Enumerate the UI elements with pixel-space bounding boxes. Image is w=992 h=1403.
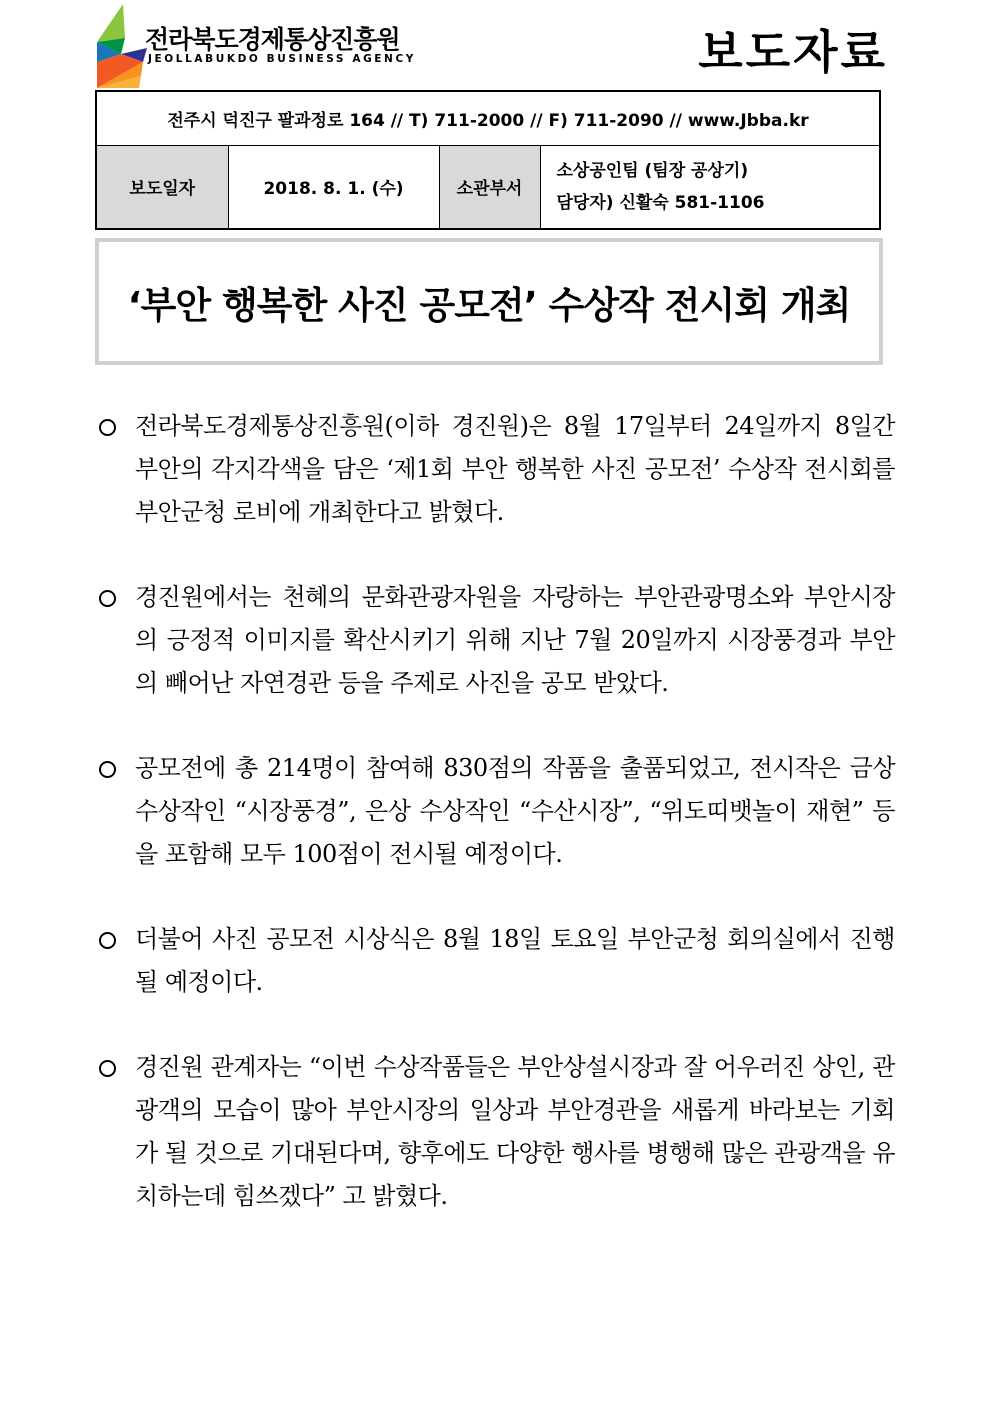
title-box bbox=[95, 238, 883, 365]
press-release-body bbox=[95, 405, 895, 1260]
circle-bullet-icon bbox=[99, 419, 116, 436]
circle-bullet-icon bbox=[99, 590, 116, 607]
department-info bbox=[540, 145, 880, 229]
paragraph-text: 공모전에 총 214명이 참여해 830점의 작품을 출품되었고, 전시작은 금상 수상작인 “시장풍경”, 은상 수상작인 “수산시장”, “위도띠뱃놀이 재현” 등을 포함해 모두 100점이 전시될 예정이다. bbox=[135, 754, 895, 868]
circle-bullet-icon bbox=[99, 932, 116, 949]
contact-info: 전주시 덕진구 팔과정로 164 // T) 711-2000 // F) 711-2090 // www.Jbba.kr bbox=[96, 91, 880, 145]
organization-name-english: JEOLLABUKDO BUSINESS AGENCY bbox=[148, 53, 416, 65]
paragraph bbox=[95, 1046, 895, 1218]
paragraph-text: 경진원 관계자는 “이번 수상작품들은 부안상설시장과 잘 어우러진 상인, 관광객의 모습이 많아 부안시장의 일상과 부안경관을 새롭게 바라보는 기회가 될 것으로 기대된다며, 향후에도 다양한 행사를 병행해 많은 관광객을 유치하는데 힘쓰겠다” 고 밝혔다. bbox=[135, 1053, 895, 1210]
organization-name: 전라북도경제통상진흥원 bbox=[145, 25, 400, 54]
paragraph bbox=[95, 576, 895, 705]
circle-bullet-icon bbox=[99, 761, 116, 778]
press-release-title: ‘부안 행복한 사진 공모전’ 수상작 전시회 개최 bbox=[127, 283, 851, 327]
press-info-table bbox=[95, 90, 881, 230]
paragraph bbox=[95, 918, 895, 1004]
paragraph-text: 더불어 사진 공모전 시상식은 8월 18일 토요일 부안군청 회의실에서 진행될 예정이다. bbox=[135, 925, 895, 996]
paragraph-text: 전라북도경제통상진흥원(이하 경진원)은 8월 17일부터 24일까지 8일간 부안의 각지각색을 담은 ‘제1회 부안 행복한 사진 공모전’ 수상작 전시회를 부안군청 로비에 개최한다고 밝혔다. bbox=[135, 412, 895, 526]
paragraph-text: 경진원에서는 천혜의 문화관광자원을 자랑하는 부안관광명소와 부안시장의 긍정적 이미지를 확산시키기 위해 지난 7월 20일까지 시장풍경과 부안의 빼어난 자연경관 등을 주제로 사진을 공모 받았다. bbox=[135, 583, 895, 697]
paragraph bbox=[95, 405, 895, 534]
department-contact: 담당자) 신활숙 581-1106 bbox=[556, 192, 765, 213]
department-label: 소관부서 bbox=[439, 145, 540, 229]
paragraph bbox=[95, 747, 895, 876]
circle-bullet-icon bbox=[99, 1060, 116, 1077]
document-header bbox=[95, 0, 888, 90]
document-type-heading: 보도자료 bbox=[698, 25, 888, 79]
department-team: 소상공인팀 (팀장 공상기) bbox=[556, 160, 749, 181]
release-date-label: 보도일자 bbox=[96, 145, 228, 229]
release-date-value: 2018. 8. 1. (수) bbox=[228, 145, 439, 229]
